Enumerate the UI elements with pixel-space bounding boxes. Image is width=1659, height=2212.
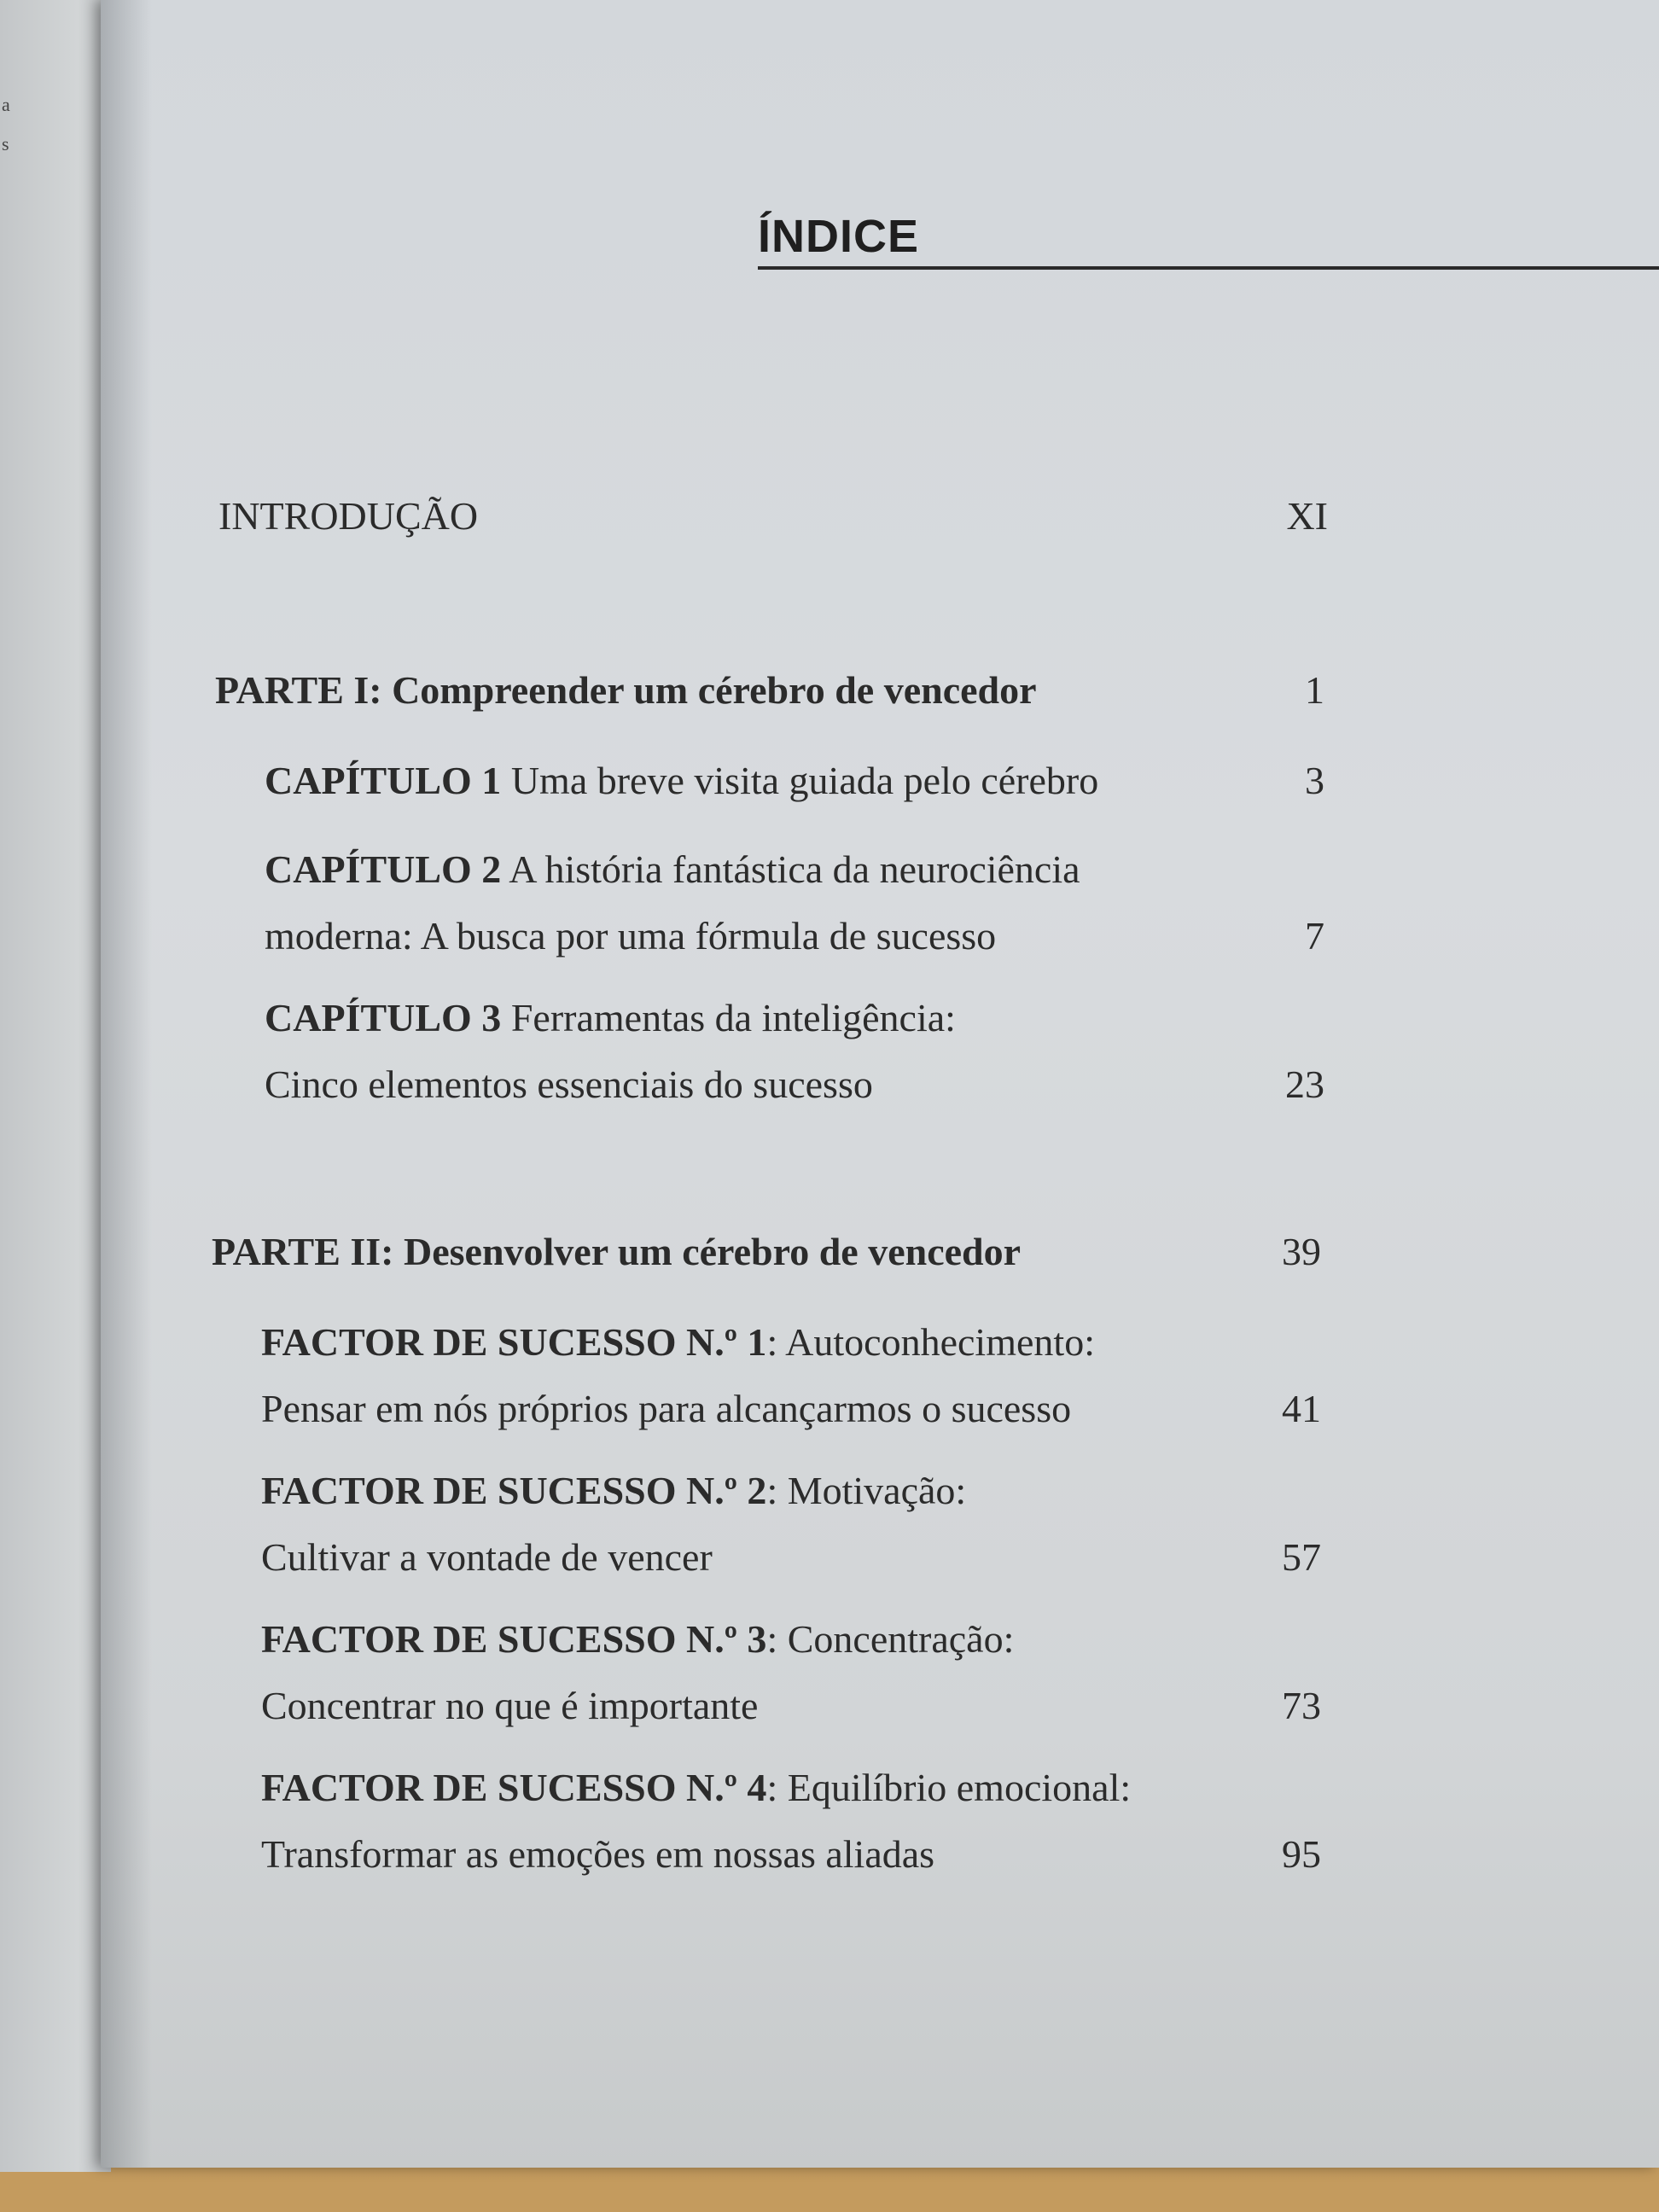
toc-page-number: 3: [1305, 759, 1324, 802]
chapter-subtitle: Cinco elementos essenciais do sucesso: [265, 1062, 873, 1106]
edge-letter: s: [2, 133, 9, 154]
toc-entry-label: PARTE I: Compreender um cérebro de vencedor: [215, 668, 1037, 712]
toc-entry-parte-2: [212, 1219, 1338, 1285]
toc-entry-factor-3: [261, 1606, 1338, 1739]
toc-page-number: 39: [1282, 1230, 1321, 1273]
index-header: [758, 210, 1659, 263]
factor-title: : Autoconhecimento:: [766, 1320, 1095, 1364]
factor-subtitle: Concentrar no que é importante: [261, 1684, 759, 1727]
toc-entry-label: INTRODUÇÃO: [218, 494, 479, 538]
toc-page-number: XI: [1286, 494, 1328, 538]
toc-entry-introducao: [218, 483, 1345, 550]
toc-entry-factor-1: [261, 1309, 1338, 1442]
factor-label: FACTOR DE SUCESSO N.º 4: [261, 1766, 767, 1809]
title-rule: [758, 266, 1659, 270]
toc-page-number: 41: [1282, 1387, 1321, 1430]
facing-page-letters: [2, 85, 10, 164]
factor-label: FACTOR DE SUCESSO N.º 1: [261, 1320, 767, 1364]
toc-entry-parte-1: [215, 657, 1342, 724]
toc-entry-factor-2: [261, 1458, 1338, 1591]
chapter-label: CAPÍTULO 1: [265, 759, 502, 802]
toc-entry-capitulo-1: [265, 748, 1342, 814]
chapter-title: Uma breve visita guiada pelo cérebro: [510, 759, 1099, 802]
factor-label: FACTOR DE SUCESSO N.º 3: [261, 1617, 767, 1661]
toc-page-number: 95: [1282, 1832, 1321, 1876]
chapter-label: CAPÍTULO 3: [265, 996, 502, 1039]
factor-title: : Equilíbrio emocional:: [766, 1766, 1132, 1809]
toc-page-number: 57: [1282, 1535, 1321, 1579]
factor-subtitle: Cultivar a vontade de vencer: [261, 1535, 713, 1579]
toc-page-number: 23: [1285, 1062, 1324, 1106]
facing-page-edge: [0, 0, 111, 2172]
chapter-title: A história fantástica da neurociência: [509, 847, 1080, 891]
page-title: ÍNDICE: [758, 211, 920, 262]
toc-entry-factor-4: [261, 1755, 1338, 1888]
toc-page-number: 1: [1305, 668, 1324, 712]
chapter-subtitle: moderna: A busca por uma fórmula de sucesso: [265, 914, 997, 958]
factor-subtitle: Pensar em nós próprios para alcançarmos o sucesso: [261, 1387, 1072, 1430]
toc-entry-label: PARTE II: Desenvolver um cérebro de vencedor: [212, 1230, 1022, 1273]
chapter-label: CAPÍTULO 2: [265, 847, 502, 891]
toc-page-number: 7: [1305, 914, 1324, 958]
factor-title: : Concentração:: [766, 1617, 1015, 1661]
factor-label: FACTOR DE SUCESSO N.º 2: [261, 1469, 767, 1512]
gutter-shadow: [101, 0, 152, 2168]
toc-page-number: 73: [1282, 1684, 1321, 1727]
chapter-title: Ferramentas da inteligência:: [510, 996, 956, 1039]
factor-subtitle: Transformar as emoções em nossas aliadas: [261, 1832, 935, 1876]
edge-letter: a: [2, 94, 10, 115]
factor-title: : Motivação:: [766, 1469, 967, 1512]
toc-entry-capitulo-2: [265, 836, 1342, 969]
toc-entry-capitulo-3: [265, 985, 1342, 1118]
